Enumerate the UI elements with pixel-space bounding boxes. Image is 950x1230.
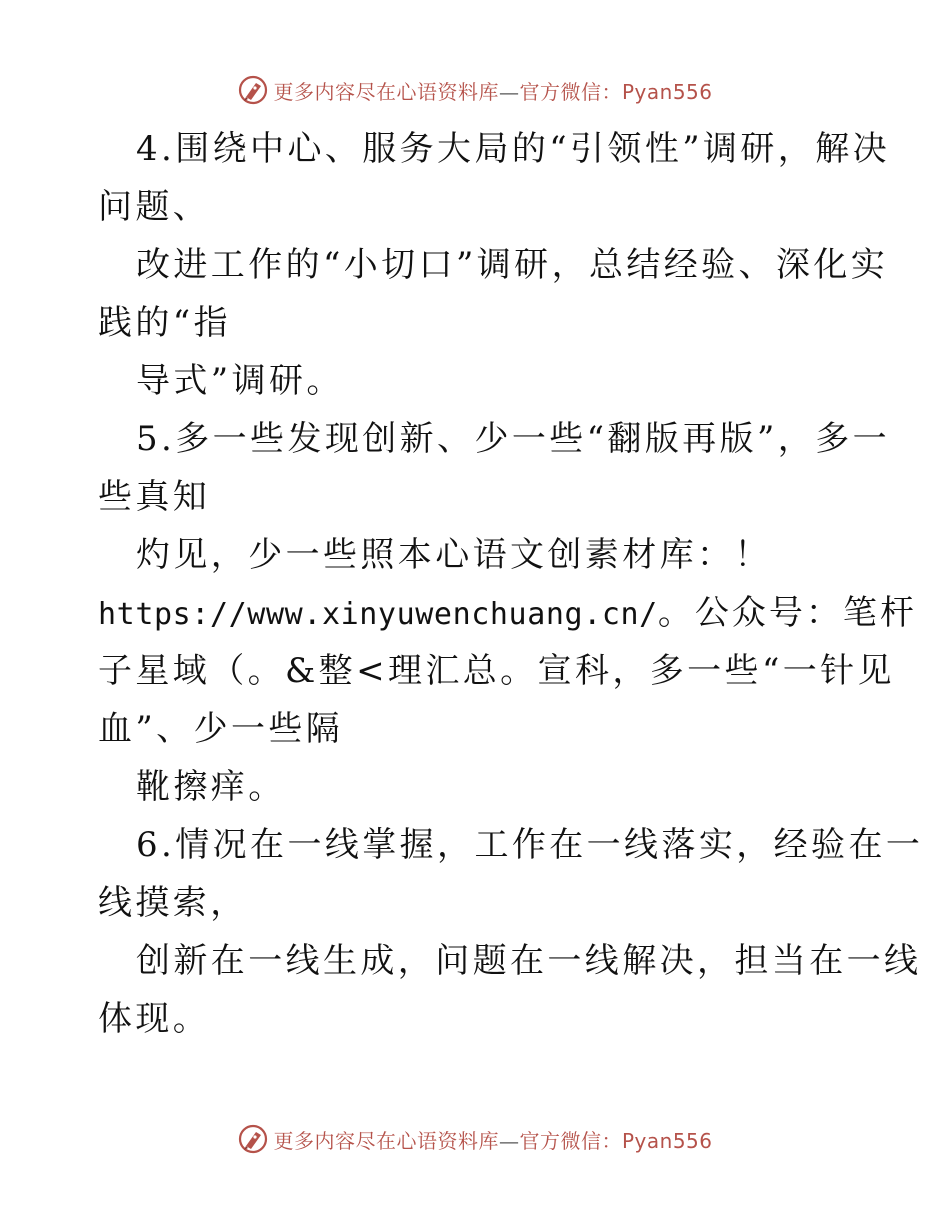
header-banner xyxy=(0,70,950,110)
paragraph-line: 导式”调研。 xyxy=(136,361,344,401)
footer-banner-label xyxy=(273,1125,712,1154)
url-line xyxy=(98,584,917,642)
footer-banner-wechat-id: Pyan556 xyxy=(621,1128,713,1153)
paragraph-line: 践的“指 xyxy=(98,303,231,343)
paragraph-line: 灼见，少一些照本心语文创素材库：！ xyxy=(136,535,772,575)
header-banner-official: 官方微信： xyxy=(519,79,622,104)
paragraph-line: 体现。 xyxy=(98,999,211,1039)
paragraph-line: 5.多一些发现创新、少一些“翻版再版”，多一 xyxy=(136,419,891,459)
paragraph-line: 线摸索， xyxy=(98,883,248,923)
body-text xyxy=(98,120,924,1048)
paragraph-line: 子星域（。&整<理汇总。宣科，多一些“一针见 xyxy=(98,651,895,691)
pen-nib-logo-icon xyxy=(237,74,269,106)
paragraph-line: 改进工作的“小切口”调研，总结经验、深化实 xyxy=(136,245,889,285)
paragraph-line: 4.围绕中心、服务大局的“引领性”调研，解决 xyxy=(136,129,891,169)
footer-banner xyxy=(0,1119,950,1159)
url-text: https://www.xinyuwenchuang.cn/ xyxy=(98,597,658,632)
header-banner-label xyxy=(273,76,712,105)
paragraph-line: 创新在一线生成，问题在一线解决，担当在一线 xyxy=(136,941,922,981)
paragraph-line: 血”、少一些隔 xyxy=(98,709,344,749)
footer-banner-text: 更多内容尽在心语资料库 xyxy=(273,1128,499,1153)
header-banner-separator: — xyxy=(498,79,520,104)
paragraph-line: 问题、 xyxy=(98,187,211,227)
pen-nib-logo-icon xyxy=(237,1123,269,1155)
url-line-suffix: 。公众号：笔杆 xyxy=(657,593,917,633)
header-banner-text: 更多内容尽在心语资料库 xyxy=(273,79,499,104)
paragraph-line: 些真知 xyxy=(98,477,211,517)
header-banner-wechat-id: Pyan556 xyxy=(621,79,713,104)
paragraph-line: 靴擦痒。 xyxy=(136,767,286,807)
footer-banner-separator: — xyxy=(498,1128,520,1153)
footer-banner-official: 官方微信： xyxy=(519,1128,622,1153)
paragraph-line: 6.情况在一线掌握，工作在一线落实，经验在一 xyxy=(136,825,924,865)
